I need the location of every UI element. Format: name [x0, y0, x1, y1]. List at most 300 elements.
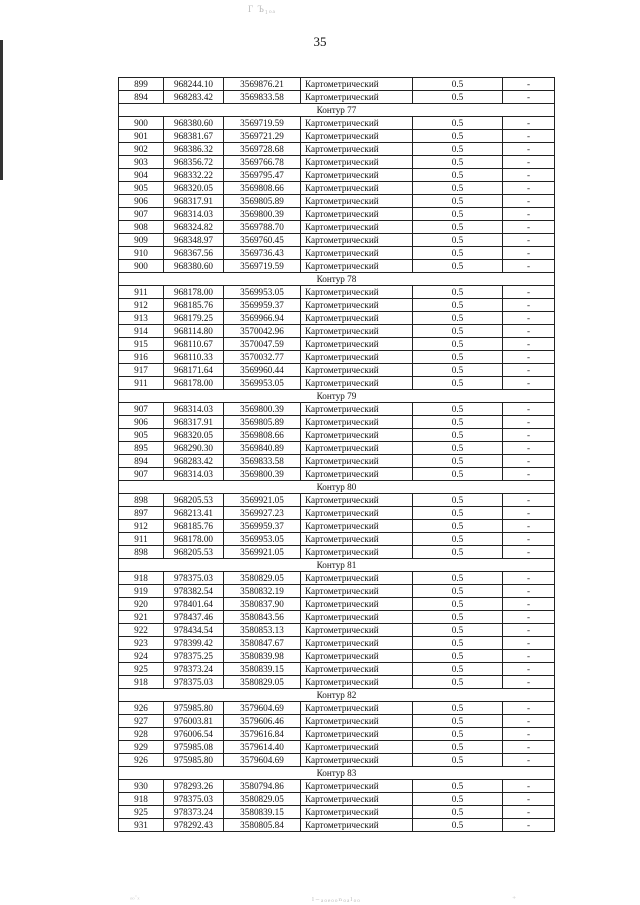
- y-coordinate-cell: 3569800.39: [224, 403, 301, 416]
- y-coordinate-cell: 3569808.66: [224, 429, 301, 442]
- note-cell: -: [503, 247, 555, 260]
- x-coordinate-cell: 968317.91: [164, 416, 224, 429]
- table-row: [119, 520, 555, 533]
- accuracy-cell: 0.5: [413, 715, 503, 728]
- point-number-cell: 912: [119, 520, 164, 533]
- method-cell: Картометрический: [301, 169, 413, 182]
- accuracy-cell: 0.5: [413, 819, 503, 832]
- point-number-cell: 918: [119, 676, 164, 689]
- table-row: [119, 494, 555, 507]
- table-row: [119, 208, 555, 221]
- point-number-cell: 914: [119, 325, 164, 338]
- accuracy-cell: 0.5: [413, 611, 503, 624]
- note-cell: -: [503, 650, 555, 663]
- point-number-cell: 905: [119, 182, 164, 195]
- x-coordinate-cell: 968367.56: [164, 247, 224, 260]
- accuracy-cell: 0.5: [413, 182, 503, 195]
- accuracy-cell: 0.5: [413, 286, 503, 299]
- accuracy-cell: 0.5: [413, 676, 503, 689]
- point-number-cell: 900: [119, 117, 164, 130]
- note-cell: -: [503, 325, 555, 338]
- x-coordinate-cell: 976003.81: [164, 715, 224, 728]
- point-number-cell: 894: [119, 455, 164, 468]
- y-coordinate-cell: 3580829.05: [224, 793, 301, 806]
- note-cell: -: [503, 286, 555, 299]
- x-coordinate-cell: 976006.54: [164, 728, 224, 741]
- point-number-cell: 906: [119, 195, 164, 208]
- note-cell: -: [503, 715, 555, 728]
- contour-header-row: [119, 390, 555, 403]
- method-cell: Картометрический: [301, 78, 413, 91]
- accuracy-cell: 0.5: [413, 793, 503, 806]
- x-coordinate-cell: 968205.53: [164, 494, 224, 507]
- point-number-cell: 898: [119, 494, 164, 507]
- contour-label: Контур 78: [119, 273, 555, 286]
- table-row: [119, 533, 555, 546]
- y-coordinate-cell: 3569736.43: [224, 247, 301, 260]
- x-coordinate-cell: 968380.60: [164, 260, 224, 273]
- x-coordinate-cell: 968324.82: [164, 221, 224, 234]
- table-row: [119, 260, 555, 273]
- accuracy-cell: 0.5: [413, 91, 503, 104]
- table-row: [119, 78, 555, 91]
- table-row: [119, 338, 555, 351]
- table-row: [119, 754, 555, 767]
- note-cell: -: [503, 637, 555, 650]
- table-row: [119, 143, 555, 156]
- table-row: [119, 429, 555, 442]
- table-row: [119, 169, 555, 182]
- point-number-cell: 920: [119, 598, 164, 611]
- scan-artifact-bottom-left: ₒₒ·ₓ: [130, 892, 140, 901]
- table-row: [119, 572, 555, 585]
- table-row: [119, 650, 555, 663]
- y-coordinate-cell: 3569805.89: [224, 416, 301, 429]
- method-cell: Картометрический: [301, 143, 413, 156]
- x-coordinate-cell: 968110.33: [164, 351, 224, 364]
- y-coordinate-cell: 3580829.05: [224, 676, 301, 689]
- accuracy-cell: 0.5: [413, 364, 503, 377]
- point-number-cell: 900: [119, 260, 164, 273]
- contour-header-row: [119, 481, 555, 494]
- point-number-cell: 907: [119, 468, 164, 481]
- method-cell: Картометрический: [301, 533, 413, 546]
- accuracy-cell: 0.5: [413, 455, 503, 468]
- contour-header-row: [119, 273, 555, 286]
- table-row: [119, 156, 555, 169]
- table-row: [119, 117, 555, 130]
- y-coordinate-cell: 3569966.94: [224, 312, 301, 325]
- y-coordinate-cell: 3569805.89: [224, 195, 301, 208]
- note-cell: -: [503, 793, 555, 806]
- y-coordinate-cell: 3569959.37: [224, 520, 301, 533]
- table-row: [119, 195, 555, 208]
- accuracy-cell: 0.5: [413, 169, 503, 182]
- y-coordinate-cell: 3579606.46: [224, 715, 301, 728]
- x-coordinate-cell: 978373.24: [164, 663, 224, 676]
- x-coordinate-cell: 978437.46: [164, 611, 224, 624]
- contour-header-row: [119, 767, 555, 780]
- note-cell: -: [503, 572, 555, 585]
- accuracy-cell: 0.5: [413, 221, 503, 234]
- accuracy-cell: 0.5: [413, 780, 503, 793]
- y-coordinate-cell: 3569788.70: [224, 221, 301, 234]
- point-number-cell: 925: [119, 806, 164, 819]
- x-coordinate-cell: 975985.80: [164, 754, 224, 767]
- x-coordinate-cell: 968314.03: [164, 468, 224, 481]
- accuracy-cell: 0.5: [413, 377, 503, 390]
- accuracy-cell: 0.5: [413, 78, 503, 91]
- x-coordinate-cell: 968185.76: [164, 299, 224, 312]
- contour-label: Контур 80: [119, 481, 555, 494]
- method-cell: Картометрический: [301, 429, 413, 442]
- accuracy-cell: 0.5: [413, 494, 503, 507]
- note-cell: -: [503, 455, 555, 468]
- y-coordinate-cell: 3569719.59: [224, 260, 301, 273]
- accuracy-cell: 0.5: [413, 728, 503, 741]
- point-number-cell: 929: [119, 741, 164, 754]
- x-coordinate-cell: 968381.67: [164, 130, 224, 143]
- x-coordinate-cell: 968314.03: [164, 403, 224, 416]
- point-number-cell: 924: [119, 650, 164, 663]
- point-number-cell: 930: [119, 780, 164, 793]
- point-number-cell: 911: [119, 533, 164, 546]
- note-cell: -: [503, 754, 555, 767]
- point-number-cell: 925: [119, 663, 164, 676]
- table-row: [119, 403, 555, 416]
- y-coordinate-cell: 3580839.98: [224, 650, 301, 663]
- point-number-cell: 908: [119, 221, 164, 234]
- y-coordinate-cell: 3580853.13: [224, 624, 301, 637]
- accuracy-cell: 0.5: [413, 143, 503, 156]
- method-cell: Картометрический: [301, 260, 413, 273]
- accuracy-cell: 0.5: [413, 806, 503, 819]
- accuracy-cell: 0.5: [413, 338, 503, 351]
- method-cell: Картометрический: [301, 494, 413, 507]
- table-row: [119, 455, 555, 468]
- accuracy-cell: 0.5: [413, 351, 503, 364]
- table-row: [119, 286, 555, 299]
- point-number-cell: 911: [119, 286, 164, 299]
- method-cell: Картометрический: [301, 806, 413, 819]
- point-number-cell: 909: [119, 234, 164, 247]
- y-coordinate-cell: 3579616.84: [224, 728, 301, 741]
- method-cell: Картометрический: [301, 156, 413, 169]
- accuracy-cell: 0.5: [413, 507, 503, 520]
- method-cell: Картометрический: [301, 286, 413, 299]
- note-cell: -: [503, 806, 555, 819]
- note-cell: -: [503, 377, 555, 390]
- y-coordinate-cell: 3569959.37: [224, 299, 301, 312]
- table-row: [119, 728, 555, 741]
- table-row: [119, 364, 555, 377]
- x-coordinate-cell: 975985.80: [164, 702, 224, 715]
- note-cell: -: [503, 494, 555, 507]
- y-coordinate-cell: 3569921.05: [224, 546, 301, 559]
- table-row: [119, 637, 555, 650]
- y-coordinate-cell: 3569953.05: [224, 533, 301, 546]
- method-cell: Картометрический: [301, 247, 413, 260]
- page-number: 35: [313, 34, 327, 49]
- method-cell: Картометрический: [301, 624, 413, 637]
- accuracy-cell: 0.5: [413, 663, 503, 676]
- point-number-cell: 919: [119, 585, 164, 598]
- method-cell: Картометрический: [301, 741, 413, 754]
- note-cell: -: [503, 624, 555, 637]
- x-coordinate-cell: 968320.05: [164, 429, 224, 442]
- note-cell: -: [503, 195, 555, 208]
- note-cell: -: [503, 676, 555, 689]
- table-row: [119, 715, 555, 728]
- note-cell: -: [503, 234, 555, 247]
- x-coordinate-cell: 968290.30: [164, 442, 224, 455]
- scan-artifact-bottom: ₗ₋ₐₒₑₒₒₙₒₐₗₒₒ: [312, 893, 361, 903]
- method-cell: Картометрический: [301, 572, 413, 585]
- note-cell: -: [503, 468, 555, 481]
- y-coordinate-cell: 3569960.44: [224, 364, 301, 377]
- x-coordinate-cell: 968171.64: [164, 364, 224, 377]
- method-cell: Картометрический: [301, 650, 413, 663]
- accuracy-cell: 0.5: [413, 741, 503, 754]
- y-coordinate-cell: 3570032.77: [224, 351, 301, 364]
- y-coordinate-cell: 3569876.21: [224, 78, 301, 91]
- method-cell: Картометрический: [301, 91, 413, 104]
- note-cell: -: [503, 598, 555, 611]
- x-coordinate-cell: 975985.08: [164, 741, 224, 754]
- point-number-cell: 928: [119, 728, 164, 741]
- accuracy-cell: 0.5: [413, 130, 503, 143]
- method-cell: Картометрический: [301, 234, 413, 247]
- accuracy-cell: 0.5: [413, 299, 503, 312]
- note-cell: -: [503, 351, 555, 364]
- method-cell: Картометрический: [301, 130, 413, 143]
- point-number-cell: 915: [119, 338, 164, 351]
- x-coordinate-cell: 968178.00: [164, 377, 224, 390]
- method-cell: Картометрический: [301, 377, 413, 390]
- y-coordinate-cell: 3569927.23: [224, 507, 301, 520]
- method-cell: Картометрический: [301, 546, 413, 559]
- method-cell: Картометрический: [301, 442, 413, 455]
- contour-label: Контур 77: [119, 104, 555, 117]
- method-cell: Картометрический: [301, 637, 413, 650]
- y-coordinate-cell: 3569833.58: [224, 455, 301, 468]
- method-cell: Картометрический: [301, 819, 413, 832]
- y-coordinate-cell: 3569953.05: [224, 286, 301, 299]
- accuracy-cell: 0.5: [413, 234, 503, 247]
- method-cell: Картометрический: [301, 351, 413, 364]
- method-cell: Картометрический: [301, 468, 413, 481]
- note-cell: -: [503, 507, 555, 520]
- note-cell: -: [503, 117, 555, 130]
- accuracy-cell: 0.5: [413, 702, 503, 715]
- x-coordinate-cell: 978382.54: [164, 585, 224, 598]
- note-cell: -: [503, 156, 555, 169]
- contour-label: Контур 83: [119, 767, 555, 780]
- y-coordinate-cell: 3569921.05: [224, 494, 301, 507]
- method-cell: Картометрический: [301, 611, 413, 624]
- coordinates-table-body: [119, 78, 555, 832]
- method-cell: Картометрический: [301, 676, 413, 689]
- x-coordinate-cell: 968178.00: [164, 533, 224, 546]
- note-cell: -: [503, 702, 555, 715]
- contour-header-row: [119, 689, 555, 702]
- accuracy-cell: 0.5: [413, 429, 503, 442]
- table-row: [119, 468, 555, 481]
- coordinates-table: [118, 77, 555, 832]
- note-cell: -: [503, 299, 555, 312]
- x-coordinate-cell: 978373.24: [164, 806, 224, 819]
- note-cell: -: [503, 91, 555, 104]
- point-number-cell: 904: [119, 169, 164, 182]
- accuracy-cell: 0.5: [413, 247, 503, 260]
- y-coordinate-cell: 3569760.45: [224, 234, 301, 247]
- x-coordinate-cell: 978399.42: [164, 637, 224, 650]
- x-coordinate-cell: 968244.10: [164, 78, 224, 91]
- point-number-cell: 926: [119, 754, 164, 767]
- y-coordinate-cell: 3580837.90: [224, 598, 301, 611]
- table-row: [119, 91, 555, 104]
- table-row: [119, 663, 555, 676]
- note-cell: -: [503, 78, 555, 91]
- table-row: [119, 598, 555, 611]
- note-cell: -: [503, 403, 555, 416]
- accuracy-cell: 0.5: [413, 598, 503, 611]
- contour-label: Контур 79: [119, 390, 555, 403]
- note-cell: -: [503, 221, 555, 234]
- scan-artifact-bottom-right: ₊: [512, 892, 517, 901]
- note-cell: -: [503, 208, 555, 221]
- y-coordinate-cell: 3579604.69: [224, 702, 301, 715]
- accuracy-cell: 0.5: [413, 117, 503, 130]
- point-number-cell: 926: [119, 702, 164, 715]
- accuracy-cell: 0.5: [413, 468, 503, 481]
- x-coordinate-cell: 968178.00: [164, 286, 224, 299]
- note-cell: -: [503, 611, 555, 624]
- method-cell: Картометрический: [301, 754, 413, 767]
- point-number-cell: 902: [119, 143, 164, 156]
- note-cell: -: [503, 182, 555, 195]
- point-number-cell: 927: [119, 715, 164, 728]
- y-coordinate-cell: 3579604.69: [224, 754, 301, 767]
- accuracy-cell: 0.5: [413, 624, 503, 637]
- method-cell: Картометрический: [301, 312, 413, 325]
- accuracy-cell: 0.5: [413, 650, 503, 663]
- point-number-cell: 913: [119, 312, 164, 325]
- table-row: [119, 325, 555, 338]
- table-row: [119, 624, 555, 637]
- note-cell: -: [503, 546, 555, 559]
- method-cell: Картометрический: [301, 325, 413, 338]
- accuracy-cell: 0.5: [413, 546, 503, 559]
- table-row: [119, 507, 555, 520]
- table-row: [119, 377, 555, 390]
- x-coordinate-cell: 968110.67: [164, 338, 224, 351]
- y-coordinate-cell: 3580847.67: [224, 637, 301, 650]
- y-coordinate-cell: 3569833.58: [224, 91, 301, 104]
- table-row: [119, 221, 555, 234]
- x-coordinate-cell: 968114.80: [164, 325, 224, 338]
- x-coordinate-cell: 978292.43: [164, 819, 224, 832]
- y-coordinate-cell: 3580829.05: [224, 572, 301, 585]
- table-row: [119, 312, 555, 325]
- x-coordinate-cell: 978434.54: [164, 624, 224, 637]
- x-coordinate-cell: 968283.42: [164, 91, 224, 104]
- y-coordinate-cell: 3579614.40: [224, 741, 301, 754]
- method-cell: Картометрический: [301, 728, 413, 741]
- x-coordinate-cell: 968317.91: [164, 195, 224, 208]
- note-cell: -: [503, 260, 555, 273]
- contour-label: Контур 81: [119, 559, 555, 572]
- x-coordinate-cell: 968386.32: [164, 143, 224, 156]
- table-row: [119, 702, 555, 715]
- point-number-cell: 931: [119, 819, 164, 832]
- note-cell: -: [503, 169, 555, 182]
- point-number-cell: 917: [119, 364, 164, 377]
- y-coordinate-cell: 3569800.39: [224, 208, 301, 221]
- accuracy-cell: 0.5: [413, 195, 503, 208]
- y-coordinate-cell: 3569719.59: [224, 117, 301, 130]
- note-cell: -: [503, 312, 555, 325]
- table-row: [119, 741, 555, 754]
- table-row: [119, 234, 555, 247]
- accuracy-cell: 0.5: [413, 572, 503, 585]
- y-coordinate-cell: 3580832.19: [224, 585, 301, 598]
- table-row: [119, 442, 555, 455]
- table-row: [119, 585, 555, 598]
- x-coordinate-cell: 968348.97: [164, 234, 224, 247]
- method-cell: Картометрический: [301, 117, 413, 130]
- contour-label: Контур 82: [119, 689, 555, 702]
- note-cell: -: [503, 741, 555, 754]
- table-row: [119, 546, 555, 559]
- binding-edge-line: [0, 40, 3, 180]
- table-row: [119, 130, 555, 143]
- x-coordinate-cell: 968356.72: [164, 156, 224, 169]
- x-coordinate-cell: 968213.41: [164, 507, 224, 520]
- x-coordinate-cell: 978375.03: [164, 793, 224, 806]
- method-cell: Картометрический: [301, 702, 413, 715]
- method-cell: Картометрический: [301, 585, 413, 598]
- table-row: [119, 806, 555, 819]
- x-coordinate-cell: 978401.64: [164, 598, 224, 611]
- point-number-cell: 905: [119, 429, 164, 442]
- table-row: [119, 351, 555, 364]
- y-coordinate-cell: 3569808.66: [224, 182, 301, 195]
- contour-header-row: [119, 559, 555, 572]
- method-cell: Картометрический: [301, 221, 413, 234]
- table-row: [119, 299, 555, 312]
- point-number-cell: 894: [119, 91, 164, 104]
- note-cell: -: [503, 780, 555, 793]
- accuracy-cell: 0.5: [413, 156, 503, 169]
- method-cell: Картометрический: [301, 793, 413, 806]
- x-coordinate-cell: 968185.76: [164, 520, 224, 533]
- table-row: [119, 416, 555, 429]
- accuracy-cell: 0.5: [413, 585, 503, 598]
- accuracy-cell: 0.5: [413, 208, 503, 221]
- y-coordinate-cell: 3569840.89: [224, 442, 301, 455]
- table-row: [119, 676, 555, 689]
- note-cell: -: [503, 429, 555, 442]
- note-cell: -: [503, 130, 555, 143]
- table-row: [119, 793, 555, 806]
- method-cell: Картометрический: [301, 598, 413, 611]
- table-row: [119, 611, 555, 624]
- method-cell: Картометрический: [301, 416, 413, 429]
- point-number-cell: 923: [119, 637, 164, 650]
- method-cell: Картометрический: [301, 195, 413, 208]
- accuracy-cell: 0.5: [413, 533, 503, 546]
